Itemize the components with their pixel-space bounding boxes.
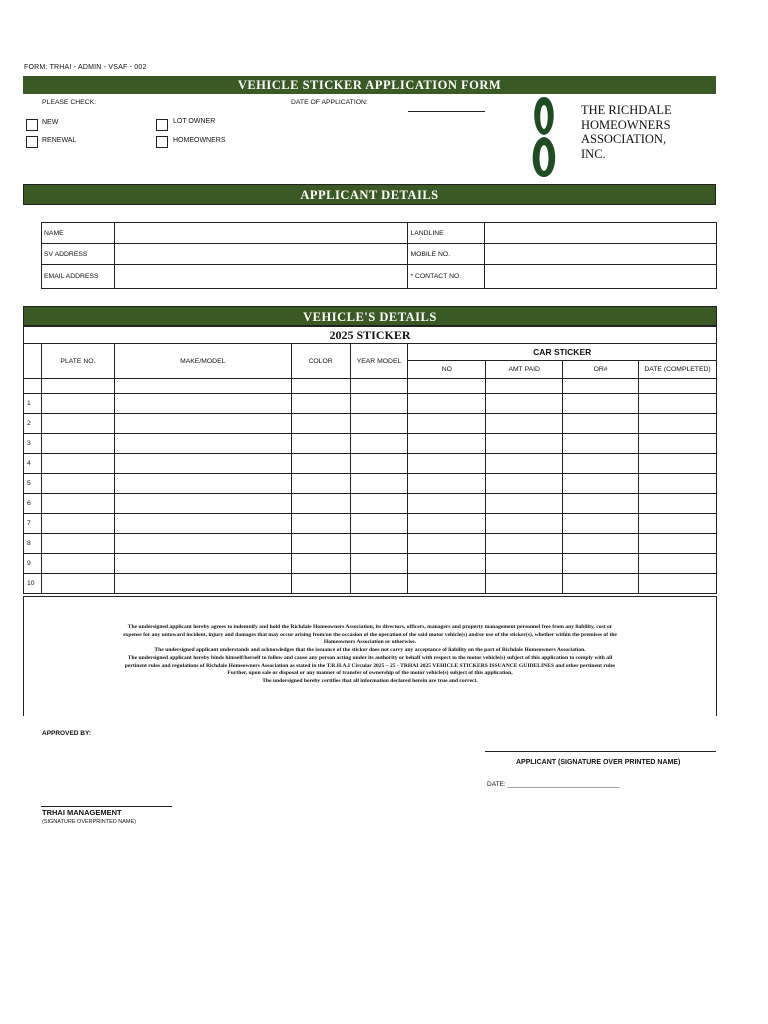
table-cell[interactable]: [291, 534, 350, 554]
legal-line: The undersigned applicant understands and acknowledges that the issuance of the sticker does not carry any acceptance of liability on the part of Richdale Homeowners Association.: [154, 647, 586, 654]
table-cell[interactable]: [563, 534, 639, 554]
legal-line: The undersigned applicant hereby agrees to indemnify and hold the Richdale Homeowners Association, its directors, officers, managers and property management personnel free from any liability, cost or: [127, 624, 613, 630]
table-cell[interactable]: [486, 414, 563, 434]
table-cell[interactable]: [408, 454, 486, 474]
table-cell[interactable]: [41, 434, 114, 454]
form-code: FORM: TRHAI - ADMIN - VSAF - 002: [24, 64, 147, 71]
name-label: NAME: [42, 223, 115, 244]
plate-no-header: PLATE NO.: [41, 344, 114, 379]
row-number: 4: [24, 454, 42, 474]
or-header: OR#: [563, 361, 639, 379]
landline-label: LANDLINE: [408, 223, 485, 244]
table-cell[interactable]: [486, 394, 563, 414]
table-cell[interactable]: [41, 414, 114, 434]
table-row: [24, 514, 717, 534]
landline-field[interactable]: [485, 223, 717, 244]
legal-text: [26, 624, 714, 686]
table-cell[interactable]: [291, 514, 350, 534]
table-cell[interactable]: [350, 454, 408, 474]
table-cell[interactable]: [114, 494, 291, 514]
sticker-no-header: NO: [408, 361, 486, 379]
table-cell[interactable]: [350, 554, 408, 574]
table-cell[interactable]: [486, 434, 563, 454]
spacer-row-cell: [24, 379, 42, 394]
applicant-table: [41, 222, 717, 289]
table-cell[interactable]: [486, 474, 563, 494]
table-cell[interactable]: [408, 434, 486, 454]
date-completed-header: DATE (COMPLETED): [639, 361, 717, 379]
table-cell[interactable]: [639, 474, 717, 494]
table-row: [24, 454, 717, 474]
color-header: COLOR: [291, 344, 350, 379]
mobile-label: MOBILE NO.: [408, 244, 485, 265]
date-signature-field[interactable]: DATE: _______________________________: [487, 781, 620, 788]
table-cell[interactable]: [639, 454, 717, 474]
row-number: 3: [24, 434, 42, 454]
new-checkbox[interactable]: [26, 119, 38, 131]
table-cell[interactable]: [114, 574, 291, 594]
table-row: [24, 394, 717, 414]
contact-label: * CONTACT NO.: [408, 265, 485, 289]
table-cell[interactable]: [486, 534, 563, 554]
table-row: [24, 494, 717, 514]
table-cell[interactable]: [486, 574, 563, 594]
table-row: [24, 534, 717, 554]
table-cell[interactable]: [114, 394, 291, 414]
table-cell[interactable]: [350, 574, 408, 594]
table-cell[interactable]: [291, 379, 350, 394]
table-cell[interactable]: [350, 534, 408, 554]
table-row: [24, 574, 717, 594]
table-cell[interactable]: [563, 554, 639, 574]
table-cell[interactable]: [486, 379, 563, 394]
table-cell[interactable]: [563, 574, 639, 594]
table-cell[interactable]: [408, 394, 486, 414]
row-number: 5: [24, 474, 42, 494]
lot-owner-label: LOT OWNER: [173, 118, 216, 125]
make-model-header: MAKE/MODEL: [114, 344, 291, 379]
table-cell[interactable]: [350, 379, 408, 394]
row-number: 8: [24, 534, 42, 554]
table-cell[interactable]: [408, 494, 486, 514]
table-cell[interactable]: [291, 474, 350, 494]
table-cell[interactable]: [639, 379, 717, 394]
table-cell[interactable]: [639, 434, 717, 454]
table-cell[interactable]: [41, 454, 114, 474]
legal-line: pertinent rules and regulations of Richdale Homeowners Association as stated in the T.R.H.A.I Circular 2025 – 25 - TRHAI 2025 VEHICLE STICKERS ISSUANCE GUIDELINES and other pertinent rules: [124, 662, 616, 669]
sv-address-field[interactable]: [114, 244, 408, 265]
management-signature-line[interactable]: [41, 806, 172, 807]
table-cell[interactable]: [41, 394, 114, 414]
sticker-year-title: 2025 STICKER: [24, 327, 717, 344]
org-name: [581, 103, 672, 161]
table-cell[interactable]: [563, 394, 639, 414]
car-sticker-header: CAR STICKER: [408, 344, 717, 361]
table-cell[interactable]: [563, 454, 639, 474]
table-cell[interactable]: [350, 514, 408, 534]
vehicle-rows: [24, 394, 717, 594]
table-cell[interactable]: [639, 514, 717, 534]
legal-line: Homeowners Association or otherwise.: [323, 639, 417, 646]
table-cell[interactable]: [350, 434, 408, 454]
vehicle-table: [23, 326, 717, 594]
org-name-line3: ASSOCIATION,: [581, 132, 667, 146]
form-title: VEHICLE STICKER APPLICATION FORM: [23, 76, 716, 94]
table-cell[interactable]: [41, 534, 114, 554]
table-cell[interactable]: [408, 574, 486, 594]
table-cell[interactable]: [563, 414, 639, 434]
row-number-header: [24, 344, 42, 379]
table-cell[interactable]: [563, 434, 639, 454]
row-number: 1: [24, 394, 42, 414]
table-cell[interactable]: [639, 534, 717, 554]
legal-line: The undersigned hereby certifies that all information declared herein are true and correct.: [262, 677, 478, 684]
table-cell[interactable]: [350, 474, 408, 494]
renewal-label: RENEWAL: [42, 137, 77, 144]
table-cell[interactable]: [291, 574, 350, 594]
org-name-line1: THE RICHDALE: [581, 103, 672, 117]
row-number: 9: [24, 554, 42, 574]
table-row: [24, 434, 717, 454]
table-cell[interactable]: [639, 414, 717, 434]
applicant-signature-line[interactable]: [485, 751, 716, 752]
date-of-application-label: DATE OF APPLICATION:: [291, 99, 368, 106]
approved-by-label: APPROVED BY:: [42, 730, 91, 737]
table-cell[interactable]: [291, 454, 350, 474]
table-cell[interactable]: [41, 494, 114, 514]
vehicle-details-header: VEHICLE'S DETAILS: [23, 306, 717, 326]
table-cell[interactable]: [114, 434, 291, 454]
table-cell[interactable]: [291, 554, 350, 574]
applicant-details-header: APPLICANT DETAILS: [23, 184, 716, 205]
legal-line: expense for any untoward incident, injury and damages that may occur arising from/on the occasion of the operation of the said motor vehicle(s) and/or use of the sticker(s), whether within the premises of the: [123, 631, 617, 638]
sv-address-label: SV ADDRESS: [42, 244, 115, 265]
management-sub-label: (SIGNATURE OVERPRINTED NAME): [42, 819, 137, 825]
table-cell[interactable]: [114, 454, 291, 474]
row-number: 6: [24, 494, 42, 514]
row-number: 2: [24, 414, 42, 434]
table-cell[interactable]: [563, 379, 639, 394]
table-cell[interactable]: [291, 414, 350, 434]
table-cell[interactable]: [408, 554, 486, 574]
mobile-field[interactable]: [485, 244, 717, 265]
email-field[interactable]: [114, 265, 408, 289]
table-cell[interactable]: [408, 534, 486, 554]
table-cell[interactable]: [639, 554, 717, 574]
table-cell[interactable]: [350, 414, 408, 434]
row-number: 10: [24, 574, 42, 594]
homeowners-label: HOMEOWNERS: [173, 137, 226, 144]
table-cell[interactable]: [639, 494, 717, 514]
renewal-checkbox[interactable]: [26, 136, 38, 148]
please-check-label: PLEASE CHECK:: [42, 99, 97, 106]
table-cell[interactable]: [114, 534, 291, 554]
table-cell[interactable]: [408, 379, 486, 394]
table-cell[interactable]: [639, 574, 717, 594]
table-cell[interactable]: [291, 494, 350, 514]
table-cell[interactable]: [408, 474, 486, 494]
table-cell[interactable]: [563, 514, 639, 534]
table-cell[interactable]: [41, 574, 114, 594]
applicant-signature-label: APPLICANT (SIGNATURE OVER PRINTED NAME): [516, 759, 681, 766]
year-model-header: YEAR MODEL: [350, 344, 408, 379]
table-row: [24, 554, 717, 574]
table-cell[interactable]: [486, 514, 563, 534]
table-cell[interactable]: [486, 454, 563, 474]
table-cell[interactable]: [114, 514, 291, 534]
table-cell[interactable]: [486, 554, 563, 574]
table-row: [24, 474, 717, 494]
table-cell[interactable]: [114, 554, 291, 574]
table-cell[interactable]: [350, 494, 408, 514]
email-label: EMAIL ADDRESS: [42, 265, 115, 289]
table-row: [24, 414, 717, 434]
table-cell[interactable]: [486, 494, 563, 514]
table-cell[interactable]: [291, 434, 350, 454]
table-cell[interactable]: [114, 379, 291, 394]
row-number: 7: [24, 514, 42, 534]
table-cell[interactable]: [639, 394, 717, 414]
name-field[interactable]: [114, 223, 408, 244]
legal-line: The undersigned applicant hereby binds himself/herself to follow and cause any person acting under its authority or behalf with respect to the motor vehicle(s) subject of this application to comply with all: [127, 654, 613, 661]
table-cell[interactable]: [350, 394, 408, 414]
contact-field[interactable]: [485, 265, 717, 289]
table-cell[interactable]: [114, 474, 291, 494]
table-cell[interactable]: [563, 474, 639, 494]
homeowners-checkbox[interactable]: [156, 136, 168, 148]
table-cell[interactable]: [563, 494, 639, 514]
lot-owner-checkbox[interactable]: [156, 119, 168, 131]
org-name-line2: HOMEOWNERS: [581, 117, 671, 132]
table-cell[interactable]: [41, 514, 114, 534]
table-cell[interactable]: [114, 414, 291, 434]
table-cell[interactable]: [408, 514, 486, 534]
amt-paid-header: AMT PAID: [486, 361, 563, 379]
table-cell[interactable]: [291, 394, 350, 414]
table-cell[interactable]: [408, 414, 486, 434]
legal-line: Further, upon sale or disposal or any manner of transfer of ownership of the motor vehicle(s) subject of this application,: [227, 670, 513, 677]
new-label: NEW: [42, 119, 59, 126]
richdale-logo-icon: [527, 95, 561, 179]
date-of-application-line[interactable]: [408, 111, 485, 112]
table-cell[interactable]: [41, 379, 114, 394]
org-name-line4: INC.: [581, 146, 606, 161]
management-label: TRHAI MANAGEMENT: [42, 808, 122, 817]
table-cell[interactable]: [41, 554, 114, 574]
table-cell[interactable]: [41, 474, 114, 494]
